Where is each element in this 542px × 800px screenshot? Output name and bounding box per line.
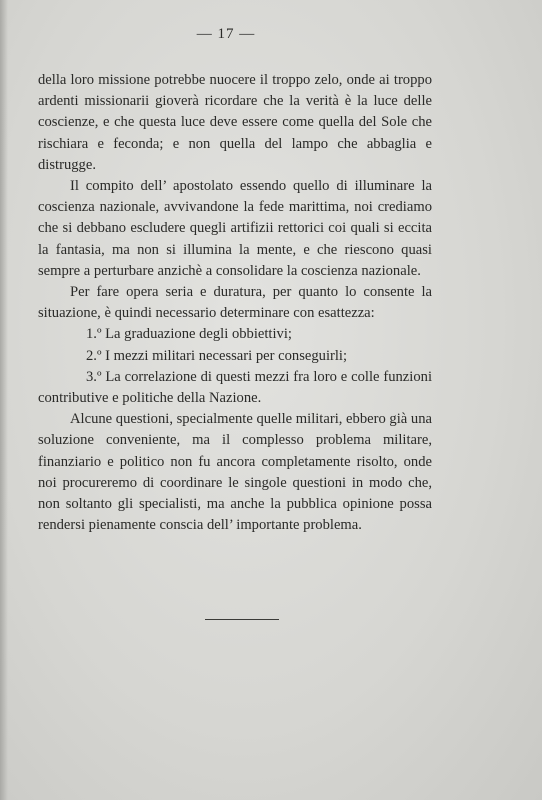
list-item-2: 2.º I mezzi militari necessari per conseguirli; xyxy=(86,347,348,364)
paragraph-opera-seria: Per fare opera seria e duratura, per quanto lo consente la situazione, è quindi necessario determinare con esattezza: xyxy=(38,284,432,322)
page-number: — 17 — xyxy=(196,26,256,42)
section-end-rule xyxy=(205,619,279,620)
list-item-1: 1.º La graduazione degli obbiettivi; xyxy=(86,326,292,343)
list-item-3: 3.º La correlazione di questi mezzi fra loro e colle funzioni contributive e politiche della Nazione. xyxy=(38,368,432,407)
paragraph-continuation: della loro missione potrebbe nuocere il troppo zelo, onde ai troppo ardenti missionarii gioverà ricordare che la verità è la luce delle coscienze, e che questa luce deve essere come quella del Sole che rischiara e feconda; e non quella del lampo che abbaglia e distrugge. xyxy=(38,72,432,173)
binding-shadow xyxy=(0,0,8,800)
body-text xyxy=(38,70,432,536)
paragraph-questioni: Alcune questioni, specialmente quelle militari, ebbero già una soluzione conveniente, ma il complesso problema militare, finanziario e politico non fu ancora completamente risolto, onde noi procureremo di coordinare le singole questioni in modo che, non soltanto gli specialisti, ma anche la pubblica opinione possa rendersi pienamente conscia dell’ importante problema. xyxy=(38,411,432,534)
paragraph-apostolato: Il compito dell’ apostolato essendo quello di illuminare la coscienza nazionale, avvivandone la fede marittima, noi crediamo che si debbano escludere quegli artifizii rettorici coi quali si eccita la fantasia, ma non si illumina la mente, e che riescono quasi sempre a perturbare anzichè a consolidare la coscienza nazionale. xyxy=(38,178,432,279)
